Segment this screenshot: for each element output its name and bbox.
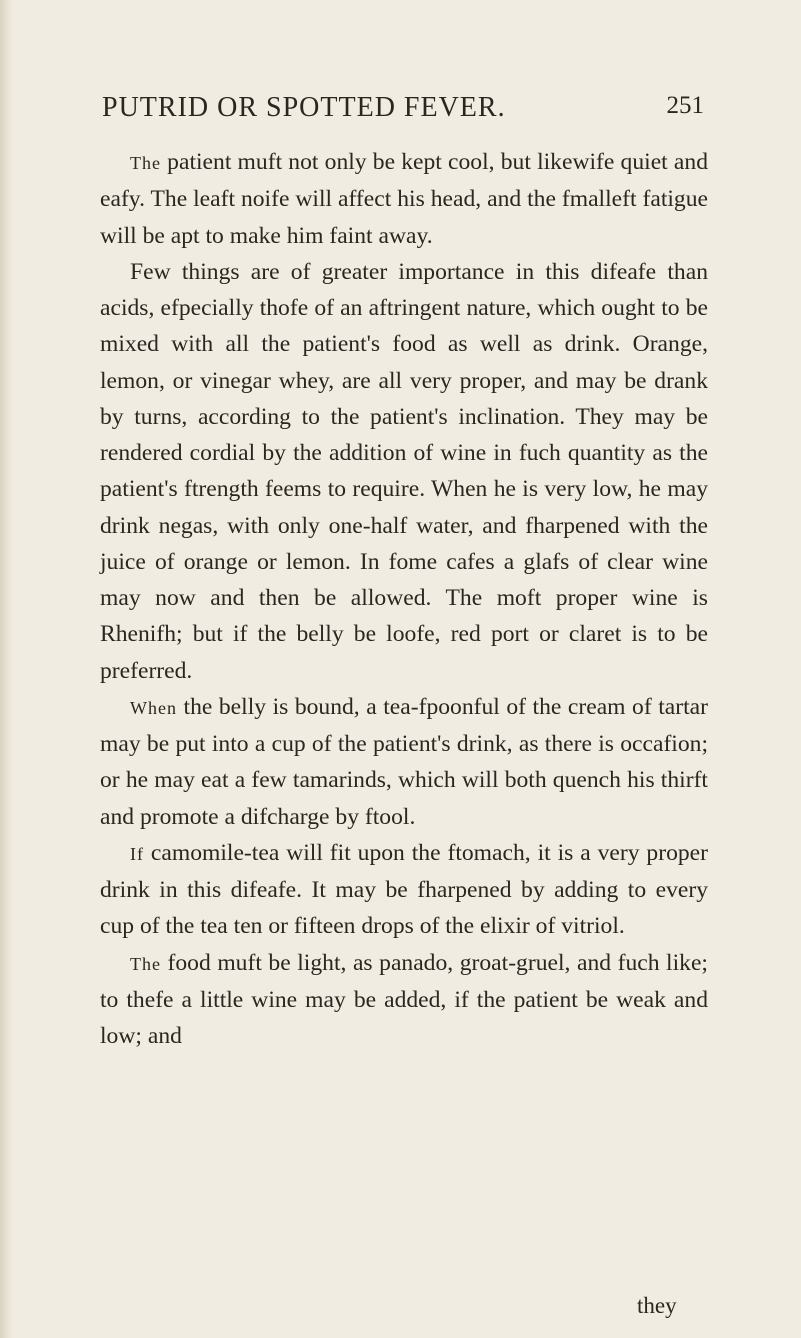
paragraph xyxy=(100,144,708,254)
paragraph xyxy=(100,945,708,1055)
page-edge xyxy=(0,0,14,1338)
paragraph-lead: The xyxy=(130,953,161,974)
paragraph xyxy=(100,689,708,835)
catchword: they xyxy=(637,1293,677,1318)
paragraph-lead: The xyxy=(130,153,161,173)
paragraph-text: patient muft not only be kept cool, but likewife quiet and eafy. The leaft noife will affect his head, and the fmalleft fatigue will be apt to make him faint away. xyxy=(100,149,708,249)
paragraph-lead: When xyxy=(130,697,177,718)
page-number: 251 xyxy=(666,92,704,119)
paragraph-text: the belly is bound, a tea-fpoonful of the cream of tartar may be put into a cup of the patient's drink, as there is occafion; or he may eat a few tamarinds, which will both quench his thirft and promote a difcharge by ftool. xyxy=(100,693,708,830)
body-text xyxy=(100,144,708,1054)
running-header xyxy=(102,92,702,132)
paragraph-text: food muft be light, as panado, groat-gruel, and fuch like; to thefe a little wine may be added, if the patient be weak and low; and xyxy=(100,949,708,1049)
paragraph-text: Few things are of greater importance in this difeafe than acids, efpecially thofe of an aftringent nature, which ought to be mixed with all the patient's food as well as drink. Orange, lemon, or vinegar whey, are all very proper, and may be drank by turns, according to the patient's inclination. They may be rendered cordial by the addition of wine in fuch quantity as the patient's ftrength feems to require. When he is very low, he may drink negas, with only one-half water, and fharpened with the juice of orange or lemon. In fome cafes a glafs of clear wine may now and then be allowed. The moft proper wine is Rhenifh; but if the belly be loofe, red port or claret is to be preferred. xyxy=(100,258,708,684)
paragraph-text: camomile-tea will fit upon the ftomach, it is a very proper drink in this difeafe. It may be fharpened by adding to every cup of the tea ten or fifteen drops of the elixir of vitriol. xyxy=(100,839,708,940)
paragraph xyxy=(100,835,708,945)
paragraph-lead: If xyxy=(130,843,144,864)
paragraph xyxy=(100,254,708,689)
running-title: PUTRID OR SPOTTED FEVER. xyxy=(102,92,506,123)
